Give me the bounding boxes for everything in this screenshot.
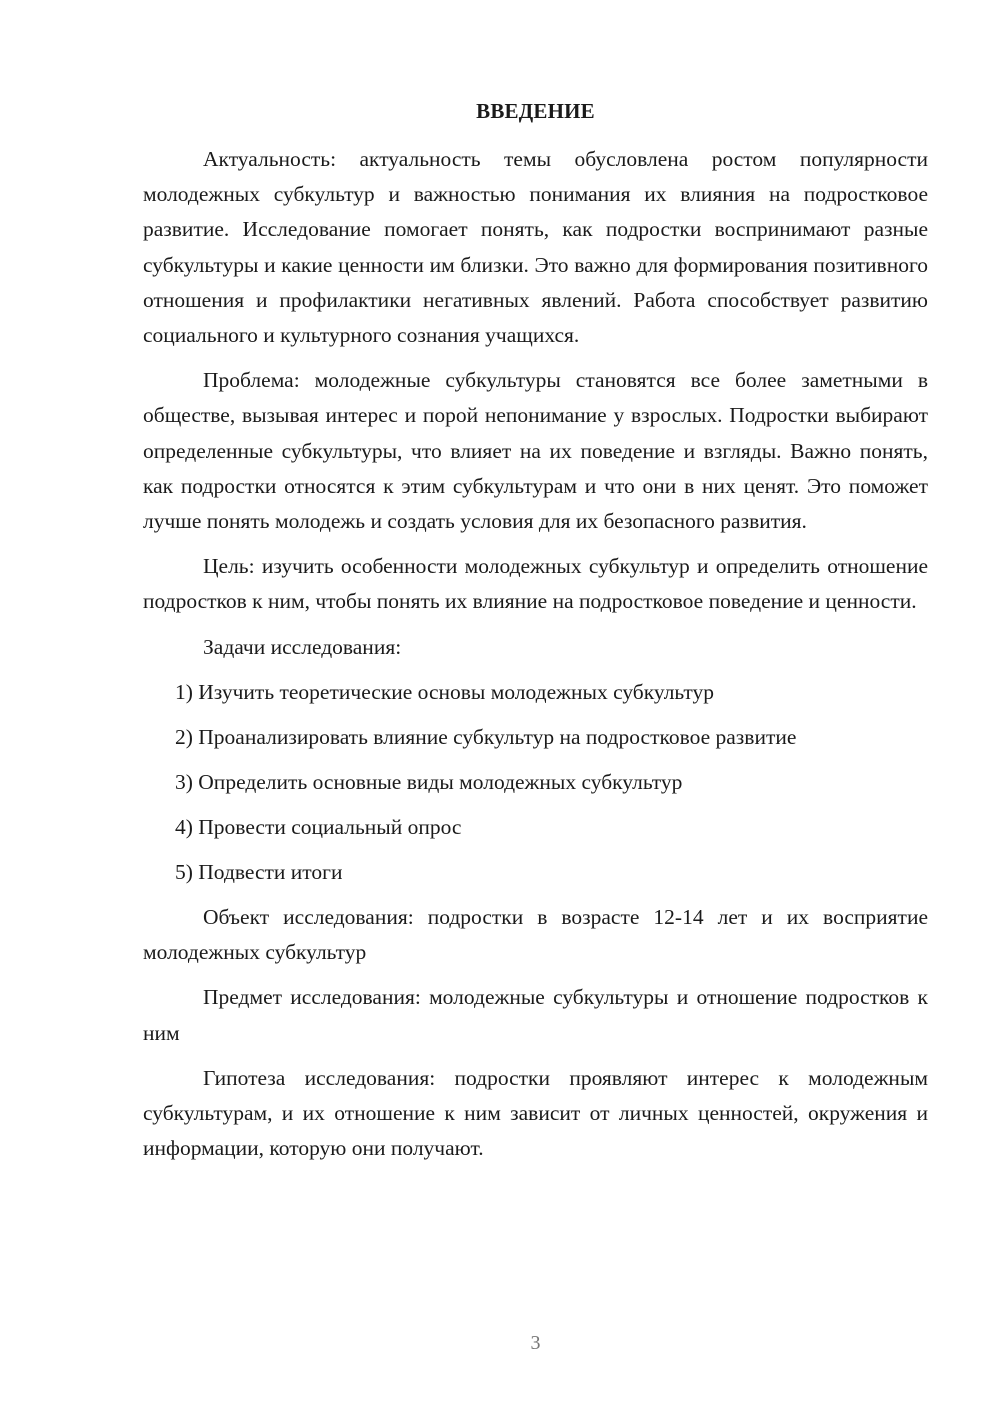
page-number: 3 — [530, 1332, 541, 1354]
paragraph-relevance: Актуальность: актуальность темы обусловлена ростом популярности молодежных субкультур и важностью понимания их влияния на подростковое развитие. Исследование помогает понять, как подростки воспринимают разные субкультуры и какие ценности им близки. Это важно для формирования позитивного отношения и профилактики негативных явлений. Работа способствует развитию социального и культурного сознания учащихся. — [143, 147, 928, 348]
page-title: ВВЕДЕНИЕ — [476, 99, 595, 123]
paragraph-problem: Проблема: молодежные субкультуры становятся все более заметными в обществе, вызывая интерес и порой непонимание у взрослых. Подростки выбирают определенные субкультуры, что влияет на их поведение и взгляды. Важно понять, как подростки относятся к этим субкультурам и что они в них ценят. Это поможет лучше понять молодежь и создать условия для их безопасного развития. — [143, 368, 928, 534]
paragraph-tasks-heading: Задачи исследования: — [203, 634, 402, 659]
paragraph-object: Объект исследования: подростки в возрасте 12-14 лет и их восприятие молодежных субкультур — [143, 905, 928, 965]
task-item: 1) Изучить теоретические основы молодежных субкультур — [175, 679, 715, 704]
task-item: 5) Подвести итоги — [175, 859, 343, 884]
paragraph-subject: Предмет исследования: молодежные субкультуры и отношение подростков к ним — [143, 985, 928, 1045]
document-page — [143, 0, 928, 1414]
task-item: 4) Провести социальный опрос — [175, 814, 462, 839]
tasks-list — [143, 675, 928, 890]
task-item: 3) Определить основные виды молодежных субкультур — [175, 769, 683, 794]
paragraph-goal: Цель: изучить особенности молодежных субкультур и определить отношение подростков к ним, чтобы понять их влияние на подростковое поведение и ценности. — [143, 554, 928, 614]
task-item: 2) Проанализировать влияние субкультур на подростковое развитие — [175, 724, 797, 749]
document-body — [143, 142, 928, 1176]
paragraph-hypothesis: Гипотеза исследования: подростки проявляют интерес к молодежным субкультурам, и их отношение к ним зависит от личных ценностей, окружения и информации, которую они получают. — [143, 1065, 928, 1161]
